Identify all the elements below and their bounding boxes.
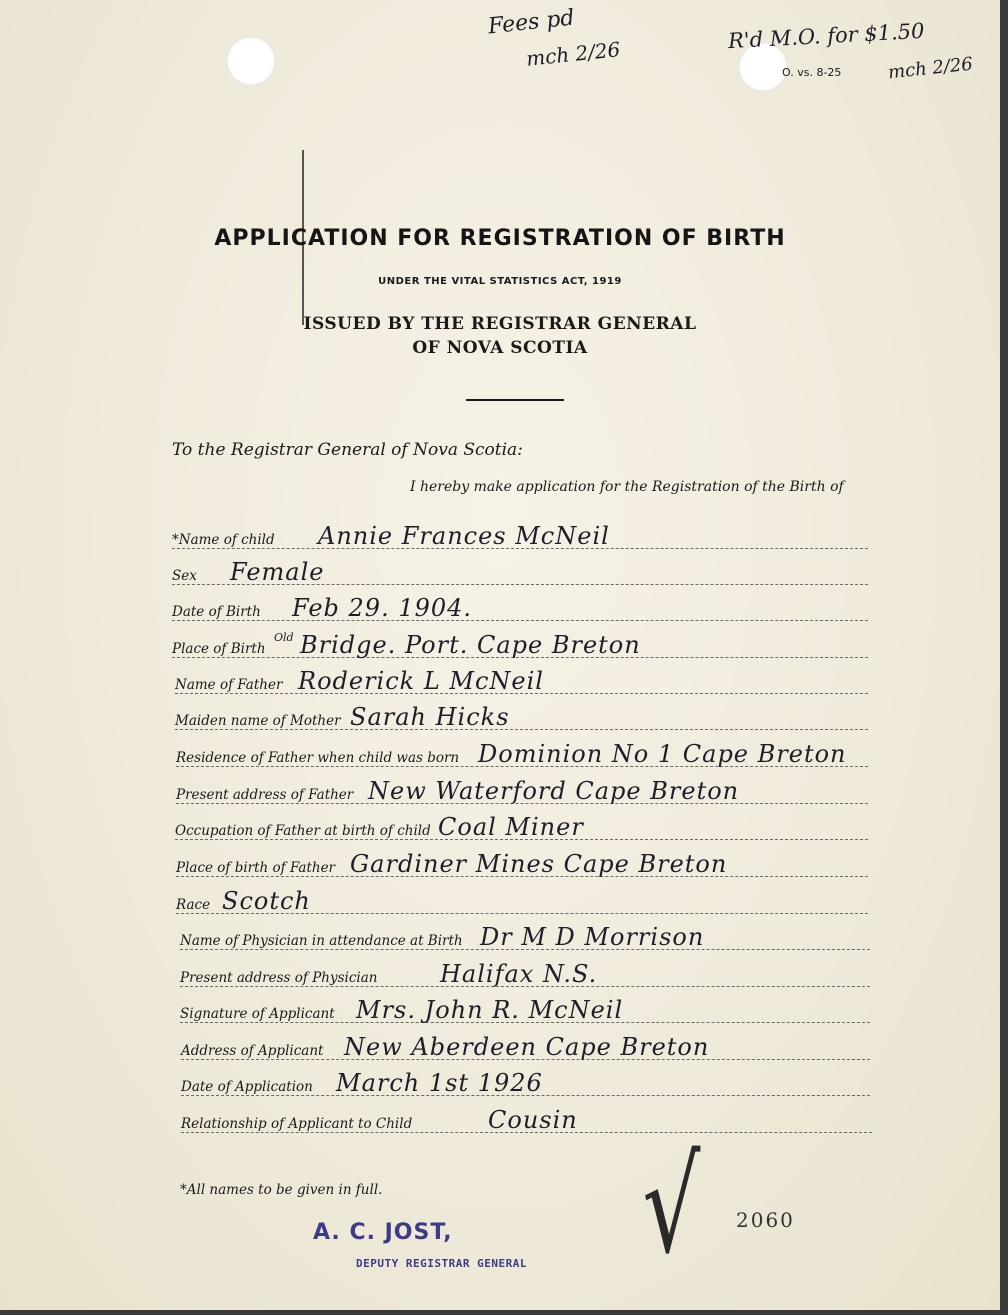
field-label: Signature of Applicant — [180, 1006, 335, 1022]
field-row — [180, 997, 870, 1027]
field-value: Scotch — [222, 887, 311, 915]
check-mark: √ — [642, 1130, 701, 1282]
field-row — [172, 595, 868, 625]
field-value: March 1st 1926 — [336, 1069, 543, 1097]
field-value: Gardiner Mines Cape Breton — [350, 850, 728, 878]
form-title: APPLICATION FOR REGISTRATION OF BIRTH — [214, 226, 786, 251]
field-value: Bridge. Port. Cape Breton — [300, 631, 641, 659]
field-value: Roderick L McNeil — [298, 667, 544, 695]
field-row — [181, 1034, 870, 1064]
field-value: Coal Miner — [438, 813, 584, 841]
annotation-money-order: R'd M.O. for $1.50 — [727, 18, 925, 54]
annotation-fees-date: mch 2/26 — [525, 37, 622, 71]
field-value: Annie Frances McNeil — [318, 522, 610, 550]
field-value: Halifax N.S. — [440, 960, 598, 988]
field-row — [180, 924, 870, 954]
field-label: Maiden name of Mother — [175, 713, 341, 729]
field-label: Name of Physician in attendance at Birth — [180, 933, 463, 949]
field-value-prefix: Old — [274, 631, 294, 644]
field-value: Feb 29. 1904. — [292, 594, 473, 622]
issued-by-line2: OF NOVA SCOTIA — [412, 338, 588, 358]
dotted-line — [175, 729, 868, 730]
annotation-fees-paid: Fees pd — [486, 5, 576, 40]
field-row — [172, 559, 868, 589]
field-row — [176, 741, 868, 771]
field-value: Sarah Hicks — [350, 703, 510, 731]
field-label: Date of Birth — [172, 604, 261, 620]
field-value: Cousin — [488, 1106, 578, 1134]
field-label: Place of birth of Father — [176, 860, 336, 876]
field-row — [172, 632, 868, 662]
field-row — [181, 1107, 872, 1137]
field-value: Mrs. John R. McNeil — [356, 996, 624, 1024]
footnote: *All names to be given in full. — [180, 1182, 383, 1198]
field-value: Female — [230, 558, 325, 586]
field-row — [176, 888, 868, 918]
field-label: Residence of Father when child was born — [176, 750, 460, 766]
field-label: Place of Birth — [172, 641, 266, 657]
field-label: Occupation of Father at birth of child — [175, 823, 431, 839]
dotted-line — [172, 620, 868, 621]
salutation: To the Registrar General of Nova Scotia: — [172, 440, 523, 460]
field-row — [176, 778, 868, 808]
punch-hole-left — [226, 36, 276, 86]
field-row — [175, 668, 868, 698]
field-label: Relationship of Applicant to Child — [181, 1116, 413, 1132]
field-label: Present address of Father — [176, 787, 354, 803]
registration-number: 2060 — [736, 1208, 795, 1232]
field-label: Name of Father — [175, 677, 283, 693]
stamp-title: DEPUTY REGISTRAR GENERAL — [356, 1257, 527, 1270]
field-value: Dr M D Morrison — [480, 923, 705, 951]
field-row — [180, 961, 870, 991]
intro-statement: I hereby make application for the Registration of the Birth of — [410, 479, 844, 495]
field-value: Dominion No 1 Cape Breton — [478, 740, 847, 768]
annotation-money-order-date: mch 2/26 — [887, 53, 974, 84]
field-label: Address of Applicant — [181, 1043, 324, 1059]
form-subtitle: UNDER THE VITAL STATISTICS ACT, 1919 — [378, 276, 622, 287]
field-row — [172, 523, 868, 553]
field-row — [181, 1070, 870, 1100]
field-label: Race — [176, 897, 211, 913]
field-label: Sex — [172, 568, 197, 584]
field-row — [175, 704, 868, 734]
header-divider — [466, 399, 564, 401]
field-value: New Waterford Cape Breton — [368, 777, 740, 805]
form-number: O. vs. 8-25 — [782, 66, 842, 79]
field-label: *Name of child — [172, 532, 275, 548]
field-value: New Aberdeen Cape Breton — [344, 1033, 710, 1061]
field-row — [176, 851, 868, 881]
field-label: Date of Application — [181, 1079, 313, 1095]
field-label: Present address of Physician — [180, 970, 378, 986]
field-row — [175, 814, 868, 844]
stamp-name: A. C. JOST, — [313, 1220, 453, 1245]
issued-by-line1: ISSUED BY THE REGISTRAR GENERAL — [303, 314, 697, 334]
